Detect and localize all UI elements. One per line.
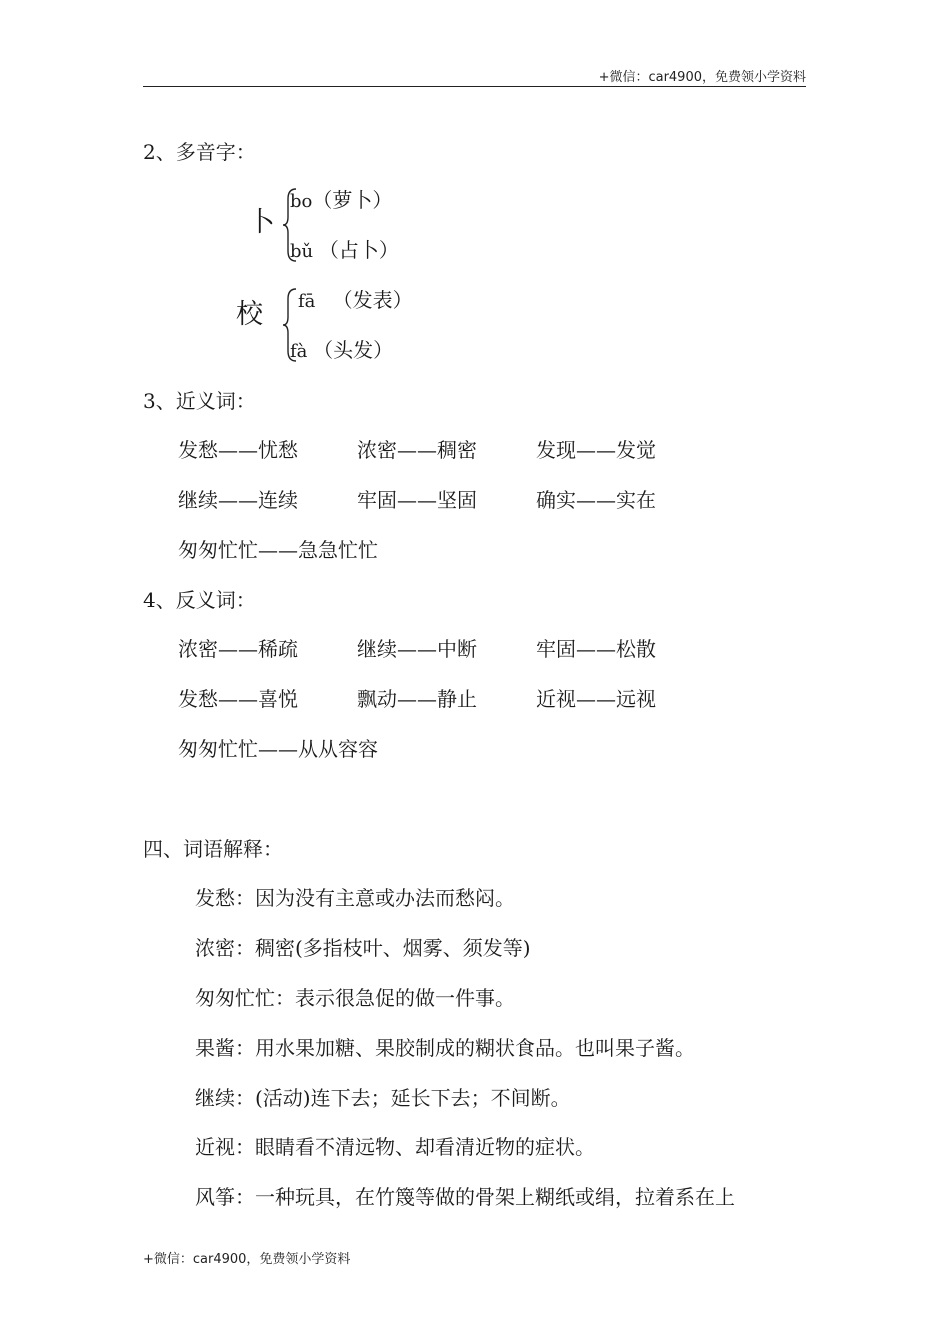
antonym-pair: 飘动——静止 [357,687,477,711]
polyphone-heading: 2、多音字： [143,140,256,164]
definition-item: 继续：(活动)连下去；延长下去；不间断。 [195,1086,571,1110]
polyphone-char-2: 校 [236,299,263,330]
header-divider [143,86,806,87]
definitions-heading: 四、词语解释： [143,837,283,861]
pinyin: fā [298,291,316,312]
polyphone-char-1: 卜 [248,207,275,238]
synonym-pair: 发现——发觉 [536,438,656,462]
definition-item: 发愁：因为没有主意或办法而愁闷。 [195,886,515,910]
polyphone-reading-1-2 [290,238,399,264]
polyphone-reading-2-2 [290,338,393,364]
synonym-pair: 匆匆忙忙——急急忙忙 [178,538,378,562]
synonyms-heading: 3、近义词： [143,389,256,413]
synonym-pair: 浓密——稠密 [357,438,477,462]
definition-item: 匆匆忙忙：表示很急促的做一件事。 [195,986,515,1010]
pinyin: bǔ [290,241,314,262]
reading-word: （发表） [332,288,413,312]
page-header-text: +微信：car4900，免费领小学资料 [598,70,806,85]
antonym-pair: 匆匆忙忙——从从容容 [178,737,378,761]
definition-item: 浓密：稠密(多指枝叶、烟雾、须发等) [195,936,531,960]
antonym-pair: 牢固——松散 [536,637,656,661]
synonym-pair: 继续——连续 [178,488,298,512]
synonym-pair: 牢固——坚固 [357,488,477,512]
reading-word: （萝卜） [312,188,393,212]
synonym-pair: 确实——实在 [536,488,656,512]
definition-item: 果酱：用水果加糖、果胶制成的糊状食品。也叫果子酱。 [195,1036,695,1060]
antonym-pair: 近视——远视 [536,687,656,711]
antonyms-heading: 4、反义词： [143,588,256,612]
definition-item: 风筝：一种玩具，在竹篾等做的骨架上糊纸或绢，拉着系在上 [195,1185,735,1209]
page-footer-text: +微信：car4900，免费领小学资料 [143,1252,351,1267]
polyphone-reading-1-1 [290,188,392,214]
pinyin: fà [290,341,308,362]
reading-word: （占卜） [318,238,399,262]
definition-item: 近视：眼睛看不清远物、却看清近物的症状。 [195,1135,595,1159]
antonym-pair: 继续——中断 [357,637,477,661]
synonym-pair: 发愁——忧愁 [178,438,298,462]
reading-word: （头发） [313,338,394,362]
antonym-pair: 浓密——稀疏 [178,637,298,661]
pinyin: bo [290,191,313,212]
antonym-pair: 发愁——喜悦 [178,687,298,711]
polyphone-reading-2-1 [298,288,413,314]
